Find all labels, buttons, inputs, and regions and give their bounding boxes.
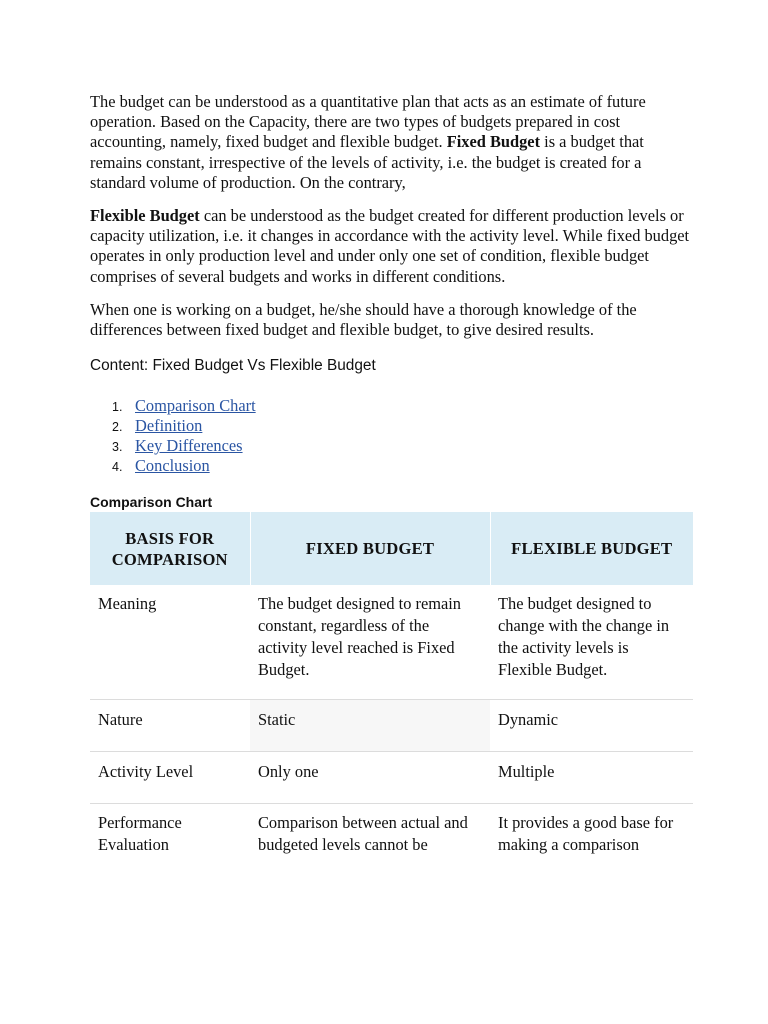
cell-flexible-meaning: The budget designed to change with the change in the activity levels is Flexible Budget. xyxy=(490,585,693,700)
cell-fixed-performance-evaluation xyxy=(250,804,490,871)
cell-text: Performance Evaluation xyxy=(98,813,182,855)
cell-flexible-nature: Dynamic xyxy=(490,700,693,752)
cell-fixed-nature: Static xyxy=(250,700,490,752)
header-basis: BASIS FOR COMPARISON xyxy=(90,512,250,585)
toc-item xyxy=(112,396,694,416)
row-label-nature: Nature xyxy=(90,700,250,752)
toc-item xyxy=(112,436,694,456)
table-of-contents xyxy=(90,396,694,476)
intro-paragraph-3 xyxy=(90,300,694,340)
row-label-performance-evaluation xyxy=(90,804,250,871)
cell-text: It provides a good base for making a comparison xyxy=(498,813,674,855)
header-fixed-budget: FIXED BUDGET xyxy=(250,512,490,585)
row-label-activity-level: Activity Level xyxy=(90,752,250,804)
header-flexible-budget: FLEXIBLE BUDGET xyxy=(490,512,693,585)
toc-number: 1. xyxy=(112,400,123,415)
table-row xyxy=(90,804,693,871)
toc-link-conclusion[interactable]: Conclusion xyxy=(135,456,210,476)
intro-text-1-rest: is a budget that remains constant, irrespective of the levels of activity, i.e. the budget is created for a standard volume of production. On the contrary, xyxy=(90,132,644,192)
cell-fixed-activity-level: Only one xyxy=(250,752,490,804)
cell-text: Comparison between actual and budgeted levels cannot be xyxy=(258,813,468,855)
cell-fixed-meaning: The budget designed to remain constant, regardless of the activity level reached is Fixed Budget. xyxy=(250,585,490,700)
toc-number: 2. xyxy=(112,420,123,435)
toc-number: 3. xyxy=(112,440,123,455)
intro-text-1: The budget can be understood as a quantitative plan that acts as an estimate of future operation. Based on the Capacity, there are two types of budgets prepared in cost accounting, namely, fixed budget and flexible budget. xyxy=(90,92,646,152)
toc-link-key-differences[interactable]: Key Differences xyxy=(135,436,243,456)
table-header-row xyxy=(90,512,693,585)
content-heading: Content: Fixed Budget Vs Flexible Budget xyxy=(90,357,376,375)
intro-text-3: When one is working on a budget, he/she should have a thorough knowledge of the differences between fixed budget and flexible budget, to give desired results. xyxy=(90,299,637,340)
intro-paragraph-1 xyxy=(90,92,694,193)
toc-item xyxy=(112,416,694,436)
cell-flexible-performance-evaluation xyxy=(490,804,693,871)
row-label-meaning: Meaning xyxy=(90,585,250,700)
fixed-budget-term: Fixed Budget xyxy=(446,132,541,152)
cell-flexible-activity-level: Multiple xyxy=(490,752,693,804)
toc-link-comparison-chart[interactable]: Comparison Chart xyxy=(135,396,256,416)
toc-item xyxy=(112,456,694,476)
table-row xyxy=(90,585,693,700)
intro-paragraph-2 xyxy=(90,206,694,287)
comparison-table xyxy=(90,512,693,870)
table-row xyxy=(90,752,693,804)
table-row xyxy=(90,700,693,752)
document-page xyxy=(90,92,694,870)
intro-text-2: can be understood as the budget created for different production levels or capacity utilization, i.e. it changes in accordance with the activity level. While fixed budget operates in only production level and under only one set of condition, flexible budget comprises of several budgets and works in different conditions. xyxy=(90,206,690,286)
toc-number: 4. xyxy=(112,460,123,475)
comparison-chart-heading: Comparison Chart xyxy=(90,494,213,511)
toc-link-definition[interactable]: Definition xyxy=(135,416,203,436)
flexible-budget-term: Flexible Budget xyxy=(90,206,200,226)
